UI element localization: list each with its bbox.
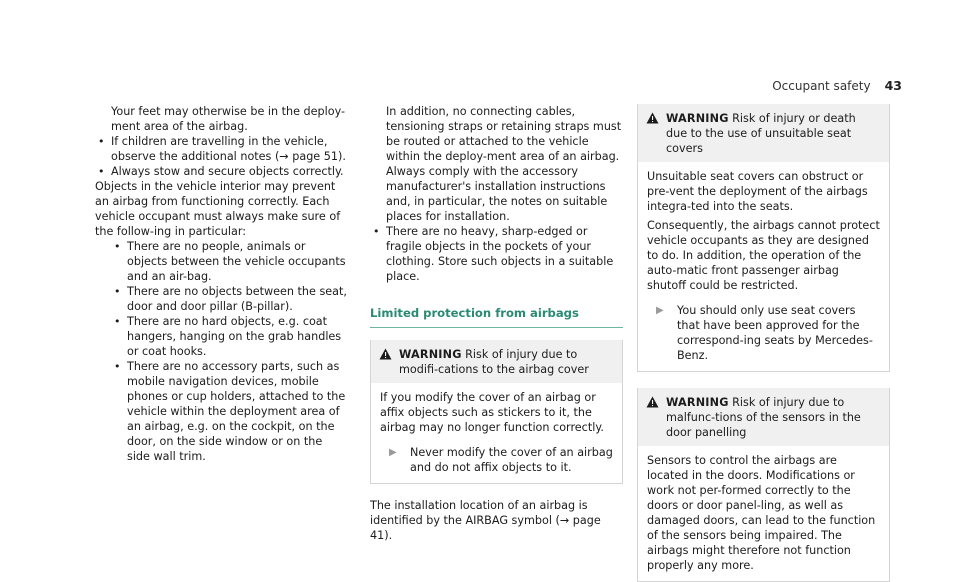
warning-title: Risk of injury or death due to the use of unsuitable seat covers [666,112,856,155]
list-item: • If children are travelling in the vehicle, observe the additional notes (→ page 51). [95,134,347,164]
list-item: • Always stow and secure objects correctly. [95,164,347,179]
list-item: • There are no hard objects, e.g. coat hangers, hanging on the grab handles or coat hooks. [111,314,347,359]
warning-label: WARNING [666,396,729,409]
warning-box-door-sensors [637,388,890,582]
warning-header [638,388,889,446]
action-text: Never modify the cover of an airbag and do not affix objects to it. [410,446,613,474]
list-item: • There are no objects between the seat, door and door pillar (B-pillar). [111,284,347,314]
warning-label: WARNING [666,112,729,125]
sub-bullet-list [95,239,347,464]
airbag-symbol-paragraph: The installation location of an airbag is identified by the AIRBAG symbol (→ page 41). [370,499,601,542]
warning-action [647,303,880,363]
column-right [637,104,890,582]
bullet-list-top [95,134,347,179]
warning-text: If you modify the cover of an airbag or affix objects such as stickers to it, the airbag may no longer function correctly. [380,391,604,434]
warning-header [638,104,889,162]
list-item: • There are no accessory parts, such as mobile navigation devices, mobile phones or cup holders, attached to the vehicle within the deployment area of an airbag, e.g. on the cockpit, on the door, on the side window or on the side wall trim. [111,359,347,464]
section-title: Occupant safety [772,79,871,93]
warning-title: Risk of injury due to malfunc-tions of the sensors in the door panelling [666,396,861,439]
intro-continuation: Your feet may otherwise be in the deploy-ment area of the airbag. [111,105,346,133]
column-left [95,104,347,464]
warning-label: WARNING [399,348,462,361]
warning-header [371,340,622,383]
warning-body [371,383,622,483]
objects-paragraph: Objects in the vehicle interior may prevent an airbag from functioning correctly. Each vehicle occupant must always make sure of the follow-ing in particular: [95,180,341,238]
page-header [772,78,902,94]
action-text: You should only use seat covers that have been approved for the correspond-ing seats by Mercedes-Benz. [677,304,873,362]
warning-text: Sensors to control the airbags are located in the doors. Modifications or work not per-formed correctly to the doors or door panel-ling, as well as damaged doors, can lead to the function of the sensors being impaired. The airbags might therefore not function properly any more. [647,454,876,572]
subheading-limited-protection: Limited protection from airbags [370,306,623,328]
arrow-right-icon: ▶ [656,305,664,316]
warning-triangle-icon [646,112,659,128]
warning-triangle-icon [646,396,659,412]
warning-title: Risk of injury due to modifi-cations to the airbag cover [399,348,589,376]
list-item: • There are no heavy, sharp-edged or fragile objects in the pockets of your clothing. Store such objects in a suitable place. [370,224,623,284]
warning-triangle-icon [379,348,392,364]
arrow-right-icon: ▶ [389,447,397,458]
list-item: • There are no people, animals or objects between the vehicle occupants and an air-bag. [111,239,347,284]
warning-action [380,445,613,475]
page-number: 43 [884,78,902,93]
warning-body [638,446,889,581]
column-middle [370,104,623,543]
warning-body [638,162,889,371]
warning-text: Consequently, the airbags cannot protect vehicle occupants as they are designed to do. In addition, the operation of the auto-matic front passenger airbag shutoff could be restricted. [647,219,880,292]
cables-paragraph: In addition, no connecting cables, tensioning straps or retaining straps must be routed or attached to the vehicle within the deploy-ment area of an airbag. Always comply with the accessory manufacturer's installation instructions and, in particular, the notes on suitable places for installation. [386,105,622,223]
warning-box-airbag-cover [370,340,623,484]
warning-box-seat-covers [637,104,890,372]
warning-text: Unsuitable seat covers can obstruct or pre-vent the deployment of the airbags integra-ted into the seats. [647,170,868,213]
bullet-list-clothing [370,224,623,284]
